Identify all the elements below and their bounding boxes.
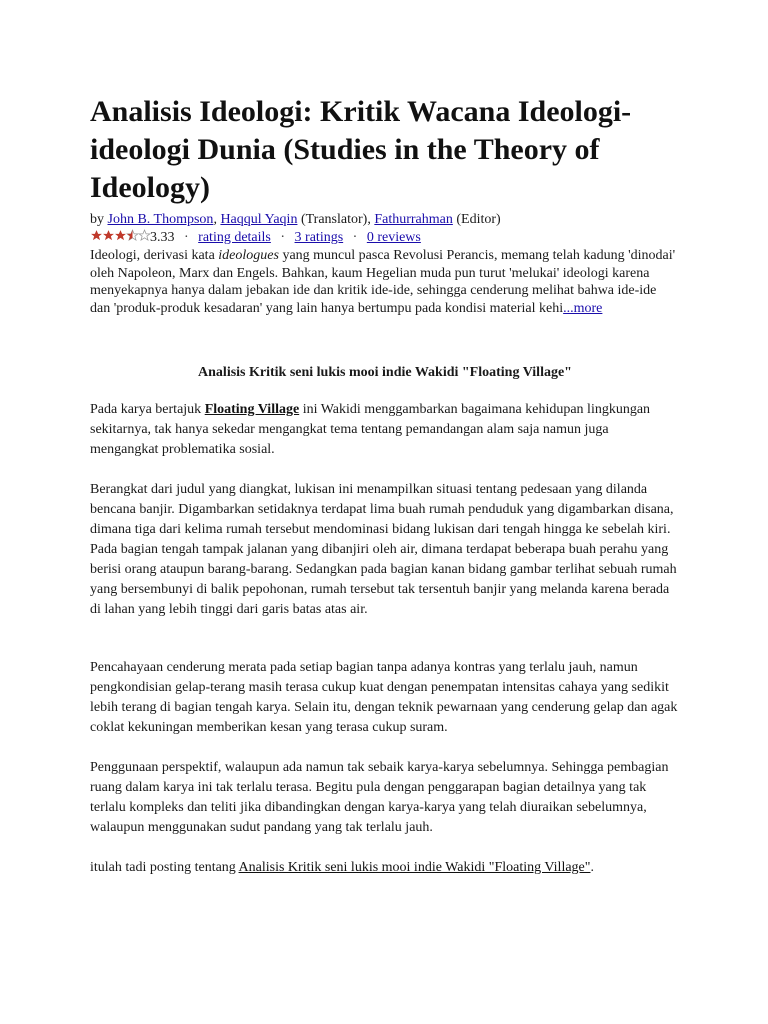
summary-text: Ideologi, derivasi kata xyxy=(90,248,219,263)
floating-village-link[interactable]: Floating Village xyxy=(204,402,300,417)
paragraph-4: Penggunaan perspektif, walaupun ada namun tak sebaik karya-karya sebelumnya. Sehingga pembagian ruang dalam karya ini tak terlalu terasa. Begitu pula dengan penggarapan bagian detailnya yang tak terlalu kompleks dan teliti jika dibandingkan dengan karya-karya yang telah diuraikan sebelumnya, walaupun menggunakan sudut pandang yang tak terlalu jauh. xyxy=(90,760,669,835)
paragraph-text: itulah tadi posting tentang xyxy=(90,860,239,875)
paragraph-text: . xyxy=(590,860,594,875)
article-title: Analisis Kritik seni lukis mooi indie Wakidi "Floating Village" xyxy=(198,365,572,380)
reviews-count-link[interactable]: 0 reviews xyxy=(366,230,421,245)
star-rating xyxy=(90,229,150,248)
separator: · xyxy=(352,230,358,245)
rating-details-link[interactable]: rating details xyxy=(198,230,271,245)
author-link-fathurrahman[interactable]: Fathurrahman xyxy=(374,212,453,227)
separator: · xyxy=(184,230,189,245)
separator: · xyxy=(280,230,286,245)
paragraph-2: Berangkat dari judul yang diangkat, lukisan ini menampilkan situasi tentang pedesaan yang dilanda bencana banjir. Digambarkan setidaknya terdapat lima buah rumah penduduk yang digambarkan disana, dimana tiga dari kelima rumah tersebut mendominasi bidang lukisan dari tengah hingga ke sebelah kiri. Pada bagian tengah tampak jalanan yang dibanjiri oleh air, dimana terdapat beberapa buah perahu yang berisi orang ataupun barang-barang. Sedangkan pada bagian kanan bidang gambar terlihat sebuah rumah yang bersembunyi di balik pepohonan, rumah tersebut tak tersentuh banjir yang melanda karena berada di lahan yang lebih tinggi dari garis batas atas air. xyxy=(90,482,677,617)
paragraph-3: Pencahayaan cenderung merata pada setiap bagian tanpa adanya kontras yang terlalu jauh, namun pengkondisian gelap-terang masih terasa cukup kuat dengan penempatan intensitas cahaya yang sedikit lebih terang di bagian tengah karya. Selain itu, dengan teknik pewarnaan yang cenderung gelap dan agak coklat kekuningan memberikan kesan yang terasa cukup suram. xyxy=(90,660,678,735)
by-label: by xyxy=(90,212,104,227)
more-link[interactable]: ...more xyxy=(563,300,603,316)
paragraph-text: ini Wakidi menggambarkan bagaimana kehidupan lingkungan sekitarnya, tak hanya sekedar mengangkat tema tentang pemandangan alam saja namun juga mengangkat problematika sosial. xyxy=(90,402,651,457)
author-link-yaqin[interactable]: Haqqul Yaqin xyxy=(220,212,298,227)
summary-text: yang muncul pasca Revolusi Perancis, memang telah kadung 'dinodai' oleh Napoleon, Marx dan Engels. Bahkan, kaum Hegelian muda pun turut 'melukai' ideologi karena menyekapnya hanya dalam jebakan ide dan kritik ide-ide, sehingga cenderung melihat bahwa ide-ide dan 'produk-produk kesadaran' yang lain hanya bertumpu pada kondisi material kehi xyxy=(90,248,676,316)
rating-row xyxy=(90,229,421,248)
editor-role: (Editor) xyxy=(456,212,501,227)
paragraph-1 xyxy=(90,400,680,460)
rating-value: 3.33 xyxy=(150,230,175,245)
author-link-thompson[interactable]: John B. Thompson xyxy=(107,212,214,227)
article-permalink[interactable]: Analisis Kritik seni lukis mooi indie Wakidi "Floating Village" xyxy=(238,860,591,875)
ratings-count-link[interactable]: 3 ratings xyxy=(294,230,344,245)
summary-emphasis: ideologues xyxy=(218,248,279,263)
byline: by John B. Thompson, Haqqul Yaqin (Translator), Fathurrahman (Editor) xyxy=(90,212,501,227)
book-summary xyxy=(90,247,680,317)
paragraph-5 xyxy=(90,858,680,878)
book-title: Analisis Ideologi: Kritik Wacana Ideologi-ideologi Dunia (Studies in the Theory of Ideology) xyxy=(90,95,632,204)
translator-role: (Translator), xyxy=(300,212,371,227)
paragraph-text: Pada karya bertajuk xyxy=(90,402,205,417)
